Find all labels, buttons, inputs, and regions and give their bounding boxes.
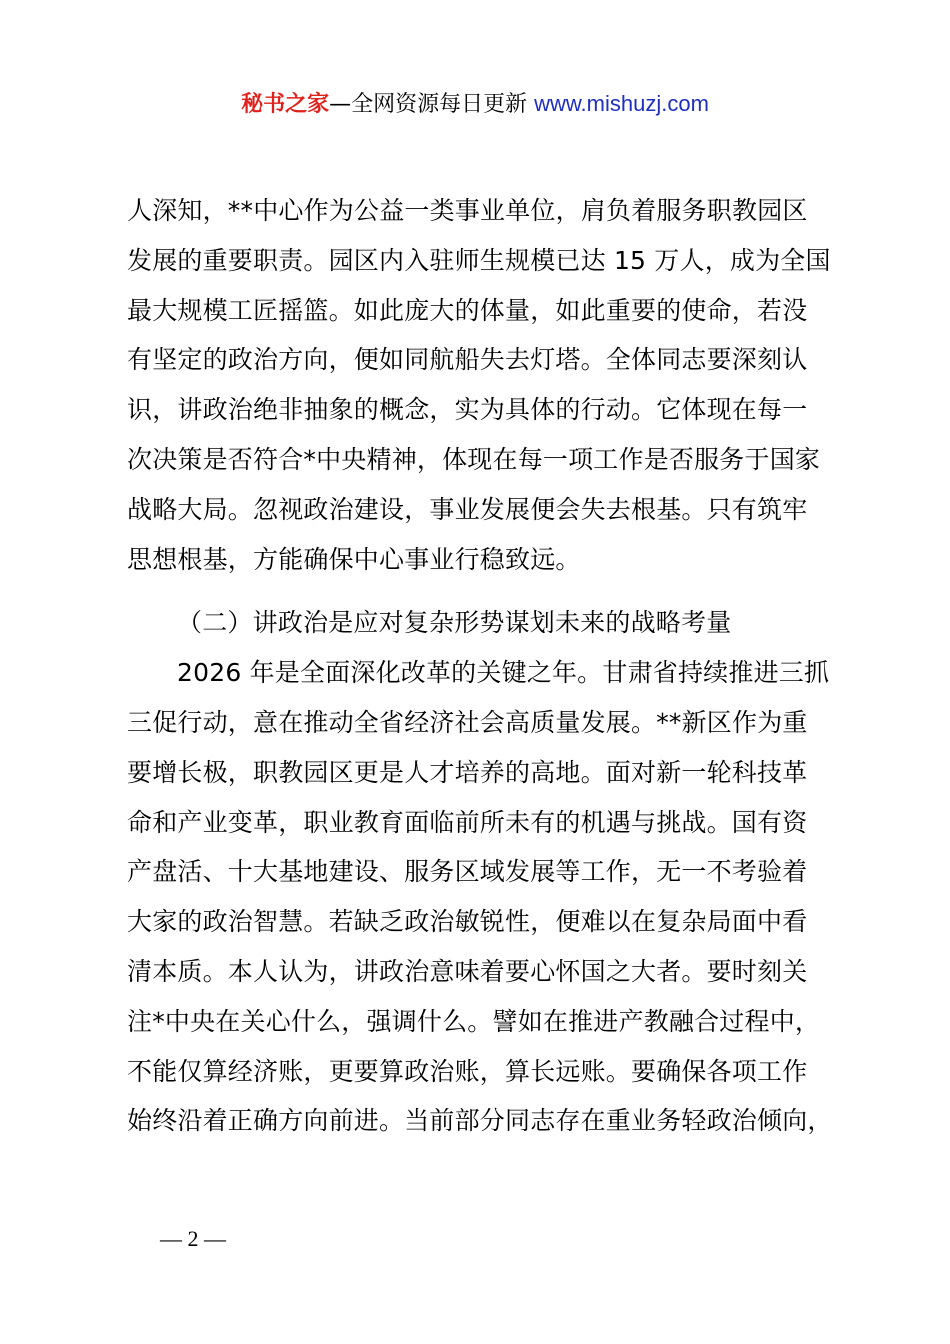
paragraph-line: 识，讲政治绝非抽象的概念，实为具体的行动。它体现在每一 bbox=[127, 395, 808, 425]
body-text bbox=[127, 186, 847, 1146]
paragraph-line: 人深知，**中心作为公益一类事业单位，肩负着服务职教园区 bbox=[127, 196, 808, 225]
paragraph-line: 三促行动，意在推动全省经济社会高质量发展。**新区作为重 bbox=[127, 707, 808, 737]
header-tagline: —全网资源每日更新 bbox=[329, 92, 535, 117]
paragraph-line: 有坚定的政治方向，便如同航船失去灯塔。全体同志要深刻认 bbox=[127, 345, 808, 375]
page-header bbox=[0, 88, 950, 121]
paragraph-line: 大家的政治智慧。若缺乏政治敏锐性，便难以在复杂局面中看 bbox=[127, 907, 808, 937]
paragraph-line: 命和产业变革，职业教育面临前所未有的机遇与挑战。国有资 bbox=[127, 807, 808, 837]
paragraph-line: 次决策是否符合*中央精神，体现在每一项工作是否服务于国家 bbox=[127, 444, 821, 474]
paragraph-line: 清本质。本人认为，讲政治意味着要心怀国之大者。要时刻关 bbox=[127, 956, 808, 986]
paragraph-line: 战略大局。忽视政治建设，事业发展便会失去根基。只有筑牢 bbox=[127, 494, 808, 524]
site-url: www.mishuzj.com bbox=[534, 91, 709, 116]
page-number: — 2 — bbox=[160, 1226, 226, 1251]
brand-name: 秘书之家 bbox=[241, 92, 330, 117]
paragraph-line: 不能仅算经济账，更要算政治账，算长远账。要确保各项工作 bbox=[127, 1056, 808, 1086]
paragraph-line: 2026 年是全面深化改革的关键之年。甘肃省持续推进三抓 bbox=[177, 658, 830, 688]
section-heading: （二）讲政治是应对复杂形势谋划未来的战略考量 bbox=[177, 608, 732, 638]
paragraph-line: 始终沿着正确方向前进。当前部分同志存在重业务轻政治倾向， bbox=[127, 1106, 833, 1136]
paragraph-line: 最大规模工匠摇篮。如此庞大的体量，如此重要的使命，若没 bbox=[127, 295, 808, 325]
paragraph-line: 要增长极，职教园区更是人才培养的高地。面对新一轮科技革 bbox=[127, 757, 808, 787]
paragraph-line: 注*中央在关心什么，强调什么。譬如在推进产教融合过程中， bbox=[127, 1006, 821, 1036]
paragraph-line: 思想根基，方能确保中心事业行稳致远。 bbox=[127, 544, 581, 574]
paragraph-line: 产盘活、十大基地建设、服务区域发展等工作，无一不考验着 bbox=[127, 857, 808, 887]
paragraph-line: 发展的重要职责。园区内入驻师生规模已达 15 万人，成为全国 bbox=[127, 245, 831, 275]
